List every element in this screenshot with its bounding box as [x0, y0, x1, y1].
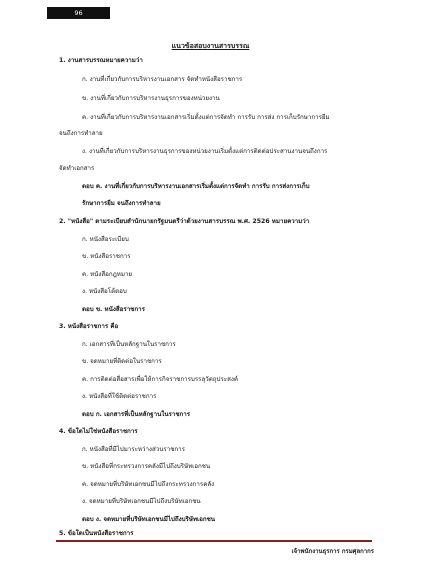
- footer-text: เจ้าพนักงานธุรการ กรมศุลกากร: [291, 548, 374, 555]
- option-line: ค. หนังสือกฎหมาย: [82, 271, 133, 278]
- question-line: 1. งานสารบรรณหมายความว่า: [59, 57, 143, 64]
- option-line: ก. หนังสือระเบียบ: [82, 236, 129, 243]
- option-line: ค. การติดต่อสื่อสารเพื่อให้การกิจราชการบรรลุวัตถุประสงค์: [82, 376, 239, 383]
- question-line: 4. ข้อใดไม่ใช่หนังสือราชการ: [59, 428, 138, 435]
- answer-line: ตอบ ข. หนังสือราชการ: [82, 306, 145, 313]
- option-line: ข. งานที่เกี่ยวกับการบริหารงานธุรการของหน่วยงาน: [82, 95, 220, 102]
- option-line: ง. งานที่เกี่ยวกับการบริหารงานธุรการของหน่วยงานเริ่มตั้งแต่การติดต่อประสานงานจนถึงการ: [82, 148, 328, 155]
- option-line: ค. จดหมายที่บริษัทเอกชนมีไปถึงกระทรวงการคลัง: [82, 481, 215, 488]
- question-line: 2. "หนังสือ" ตามระเบียบสำนักนายกรัฐมนตรีว่าด้วยงานสารบรรณ พ.ศ. 2526 หมายความว่า: [59, 218, 310, 225]
- option-line: จัดทำเอกสาร: [59, 165, 95, 172]
- option-line: ข. จดหมายที่ติดต่อในราชการ: [82, 358, 162, 365]
- page-title: แนวข้อสอบงานสารบรรณ: [171, 42, 250, 50]
- footer-rule: [56, 540, 372, 542]
- question-line: 3. หนังสือราชการ คือ: [59, 323, 119, 330]
- option-line: ข. หนังสือราชการ: [82, 253, 131, 260]
- answer-line: ตอบ ง. จดหมายที่บริษัทเอกชนมีไปถึงบริษัทเอกชน: [82, 516, 216, 523]
- answer-line: รักษาการยืม จนถึงการทำลาย: [82, 200, 161, 207]
- option-line: ข. หนังสือที่กระทรวงการคลังมีไปถึงบริษัทเอกชน: [82, 463, 211, 470]
- option-line: จนถึงการทำลาย: [59, 130, 103, 137]
- question-line: 5. ข้อใดเป็นหนังสือราชการ: [59, 530, 134, 537]
- option-line: ก. เอกสารที่เป็นหลักฐานในราชการ: [82, 341, 176, 348]
- page-number: 96: [47, 7, 110, 19]
- option-line: ก. งานที่เกี่ยวกับการบริหารงานเอกสาร จัดทำหนังสือราชการ: [82, 76, 243, 83]
- option-line: ก. หนังสือที่มีไปมาระหว่างส่วนราชการ: [82, 446, 185, 453]
- option-line: ง. หนังสือที่ใช้ติดต่อราชการ: [82, 393, 157, 400]
- option-line: ง. จดหมายที่บริษัทเอกชนมีไปถึงบริษัทเอกชน: [82, 498, 201, 505]
- option-line: ค. งานที่เกี่ยวกับการบริหารงานเอกสารเริ่มตั้งแต่การจัดทำ การรับ การส่ง การเก็บรักษาการยืม: [82, 114, 330, 121]
- answer-line: ตอบ ก. เอกสารที่เป็นหลักฐานในราชการ: [82, 411, 191, 418]
- option-line: ง. หนังสือโต้ตอบ: [82, 288, 127, 295]
- answer-line: ตอบ ค. งานที่เกี่ยวกับการบริหารงานเอกสารเริ่มตั้งแต่การจัดทำ การรับ การส่งการเก็บ: [82, 183, 310, 190]
